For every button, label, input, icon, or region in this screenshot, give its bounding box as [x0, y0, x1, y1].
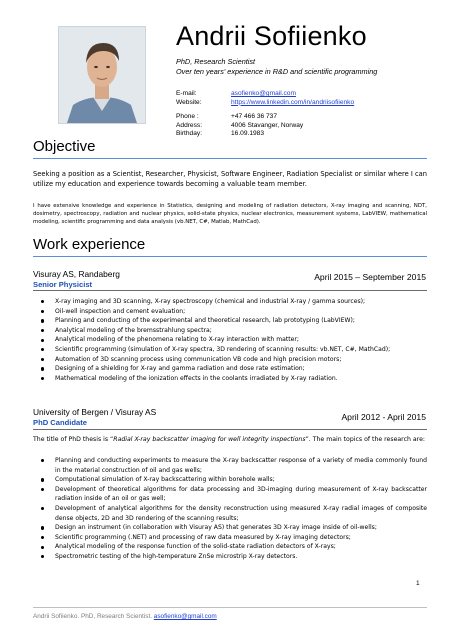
work-experience-divider — [33, 256, 427, 257]
job-divider — [33, 290, 427, 291]
list-item — [33, 523, 427, 533]
job-role: Senior Physicist — [33, 280, 93, 289]
job-duties-list — [33, 297, 427, 383]
topic-text: Development of analytical algorithms for the density reconstruction using measured X-ray radial images of composite dense objects, 2D and 3D rendering of the scanning results; — [55, 504, 427, 522]
birthday-value: 16.09.1983 — [231, 130, 265, 138]
objective-skills-text: I have extensive knowledge and experience in Statistics, designing and modeling of radiation detectors, X-ray imaging and scanning, NDT, dosimetry, spectroscopy, radiation and nuclear physics, solid-state physics, nuclear electronics, measurement systems, LabVIEW, mathematical modeling, scientific programming and data analysis (vb.NET, C#, Matlab, MathCad). — [33, 203, 427, 225]
bullet-icon — [41, 478, 44, 481]
duty-text: Planning and conducting of the experimental and theoretical research, lab prototyping (LabVIEW); — [55, 317, 355, 325]
list-item — [33, 533, 427, 543]
contact-address-row — [176, 122, 354, 131]
job-dates: April 2015 – September 2015 — [314, 272, 426, 282]
contact-phone-row — [176, 113, 354, 122]
list-item — [33, 307, 427, 317]
duty-text: Analytical modeling of the bremsstrahlung spectra; — [55, 326, 212, 334]
bullet-icon — [41, 555, 44, 558]
footer-text: Andrii Sofiienko. PhD, Research Scientist. — [33, 613, 154, 620]
bullet-icon — [41, 546, 44, 549]
contact-label: Phone : — [176, 113, 199, 121]
list-item — [33, 456, 427, 475]
bullet-icon — [41, 300, 44, 303]
contact-label: Birthday: — [176, 130, 203, 138]
subtitle-line-2: Over ten years' experience in R&D and scientific programming — [176, 66, 378, 76]
bullet-icon — [41, 310, 44, 313]
list-item — [33, 345, 427, 355]
list-item — [33, 504, 427, 523]
contact-label: Website: — [176, 98, 202, 106]
candidate-name: Andrii Sofiienko — [176, 21, 367, 51]
objective-heading: Objective — [33, 138, 96, 155]
topic-text: Analytical modeling of the response function of the solid-state radiation detectors of X-rays; — [55, 543, 336, 551]
topic-text: Planning and conducting experiments to measure the X-ray backscatter response of a variety of media commonly found in the material construction of oil and gas wells; — [55, 457, 427, 474]
page-number: 1 — [416, 580, 420, 587]
bullet-icon — [41, 358, 44, 361]
bullet-icon — [41, 507, 44, 510]
bullet-icon — [41, 536, 44, 539]
job-organization: Visuray AS, Randaberg — [33, 269, 120, 279]
topic-text: Spectrometric testing of the high-temperature ZnSe microstrip X-ray detectors. — [55, 552, 298, 560]
objective-divider — [33, 158, 427, 159]
topic-text: Design an instrument (in collaboration with Visuray AS) that generates 3D X-ray image inside of oil-wells; — [55, 524, 377, 532]
bullet-icon — [41, 329, 44, 332]
list-item — [33, 485, 427, 504]
duty-text: X-ray imaging and 3D scanning, X-ray spectroscopy (chemical and industrial X-ray / gamma sources); — [55, 298, 366, 305]
footer-divider — [33, 607, 427, 608]
job-organization: University of Bergen / Visuray AS — [33, 407, 157, 417]
contact-label: Address: — [176, 121, 203, 129]
thesis-title: Radial X-ray backscatter imaging for well integrity inspections — [113, 436, 306, 443]
contact-email-row — [176, 90, 354, 99]
research-topics-list — [33, 456, 427, 562]
duty-text: Oil-well inspection and cement evaluation; — [55, 307, 186, 315]
bullet-icon — [41, 377, 44, 380]
bullet-icon — [41, 348, 44, 351]
list-item — [33, 297, 427, 307]
list-item — [33, 374, 427, 384]
duty-text: Mathematical modeling of the ionization effects in the coolants irradiated by X-ray radiation. — [55, 374, 338, 382]
contact-website-row — [176, 99, 354, 108]
email-link[interactable]: asofienko@gmail.com — [231, 90, 296, 97]
topic-text: Development of theoretical algorithms for data processing and 3D-imaging during measurement of X-ray backscatter radiation inside of an oil or gas well; — [55, 485, 427, 503]
job-role: PhD Candidate — [33, 418, 88, 427]
duty-text: Automation of 3D scanning process using communication VB code and high precision motors; — [55, 355, 342, 363]
list-item — [33, 326, 427, 336]
topic-text: Computational simulation of X-ray backscattering within borehole walls; — [55, 476, 275, 484]
list-item — [33, 552, 427, 562]
topic-text: Scientific programming (.NET) and processing of raw data measured by X-ray imaging detectors; — [55, 533, 351, 541]
work-experience-heading: Work experience — [33, 236, 146, 253]
phone-value: +47 466 36 737 — [231, 113, 278, 121]
contact-block — [176, 90, 354, 139]
bullet-icon — [41, 367, 44, 370]
footer-email-link[interactable]: asofienko@gmail.com — [153, 613, 217, 620]
list-item — [33, 316, 427, 326]
bullet-icon — [41, 459, 44, 462]
subtitle-line-1: PhD, Research Scientist — [176, 57, 256, 66]
list-item — [33, 335, 427, 345]
list-item — [33, 355, 427, 365]
candidate-subtitle — [176, 57, 377, 76]
profile-photo — [58, 26, 146, 124]
contact-birthday-row — [176, 130, 354, 139]
address-value: 4006 Stavanger, Norway — [231, 121, 304, 129]
website-link[interactable]: https://www.linkedin.com/in/andriisofiienko — [231, 98, 355, 106]
page-footer — [33, 613, 217, 620]
list-item — [33, 475, 427, 485]
bullet-icon — [41, 526, 44, 529]
job-dates: April 2012 - April 2015 — [341, 412, 426, 422]
thesis-intro — [33, 435, 427, 445]
bullet-icon — [41, 319, 44, 322]
job-divider — [33, 429, 427, 430]
bullet-icon — [41, 339, 44, 342]
objective-text: Seeking a position as a Scientist, Researcher, Physicist, Software Engineer, Radiation Specialist or similar where I can utilize my education and experience towards becoming a valuable team member. — [33, 170, 427, 188]
contact-label: E-mail: — [176, 90, 197, 97]
duty-text: Analytical modeling of the phenomena relating to X-ray interaction with matter; — [55, 336, 299, 344]
thesis-intro-after: ”. The main topics of the research are: — [305, 436, 425, 443]
list-item — [33, 542, 427, 552]
bullet-icon — [41, 488, 44, 491]
thesis-intro-before: The title of PhD thesis is “ — [33, 436, 114, 443]
portrait-picture — [59, 27, 145, 123]
list-item — [33, 364, 427, 374]
duty-text: Designing of a shielding for X-ray and gamma radiation and dose rate estimation; — [55, 365, 305, 373]
duty-text: Scientific programming (simulation of X-ray spectra, 3D rendering of scanning results: vb.NET, C#, MathCad); — [55, 345, 391, 353]
